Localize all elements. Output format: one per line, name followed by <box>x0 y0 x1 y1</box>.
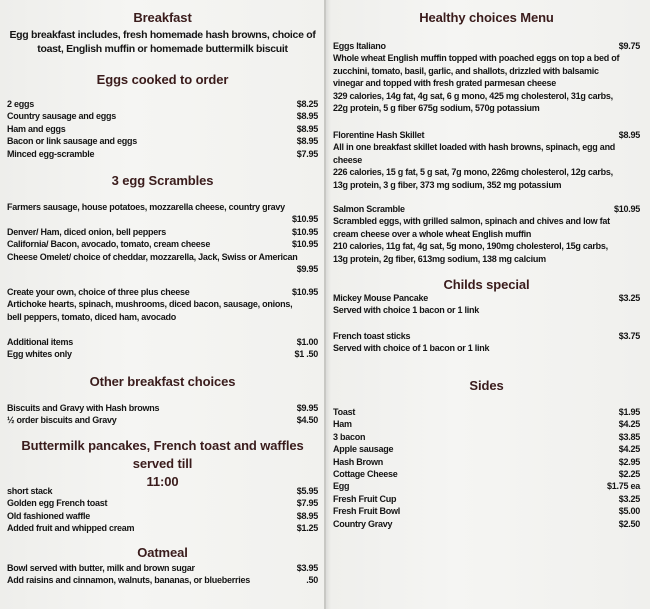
menu-item <box>333 406 640 418</box>
item-price: $8.95 <box>296 510 318 521</box>
dish-name: Eggs Italiano <box>333 41 386 51</box>
sides-list <box>333 406 640 530</box>
item-name: Hash Brown <box>333 456 384 467</box>
dish-header <box>333 40 640 52</box>
extras-list <box>7 336 318 361</box>
intro-line: Egg breakfast includes, fresh homemade hash browns, choice of <box>9 29 316 41</box>
item-name: Ham <box>333 419 352 430</box>
dish-name: Mickey Mouse Pancake <box>333 293 429 303</box>
menu-item <box>333 431 640 443</box>
item-price: .50 <box>306 575 318 586</box>
item-name: Ham and eggs <box>7 123 66 134</box>
menu-item <box>7 497 318 509</box>
menu-item <box>7 110 318 122</box>
scrambles-list <box>7 201 318 275</box>
item-name: Egg whites only <box>7 349 72 360</box>
item-name: Toast <box>333 407 356 417</box>
eggs-list <box>7 98 318 160</box>
item-name: Country sausage and eggs <box>7 111 117 122</box>
item-name: Additional items <box>7 337 74 347</box>
pancake-title <box>7 437 318 491</box>
item-price: $10.95 <box>291 214 318 225</box>
dish-description-line: Served with choice 1 bacon or 1 link <box>333 305 480 316</box>
item-name: Fresh Fruit Bowl <box>333 506 401 517</box>
item-name: Bacon or link sausage and eggs <box>7 136 138 147</box>
sides-title: Sides <box>469 378 504 393</box>
dish-description-line: 226 calories, 15 g fat, 5 g sat, 7g mono, 226mg cholesterol, 12g carbs, <box>333 167 613 178</box>
menu-item <box>7 510 318 522</box>
dish-price: $9.75 <box>618 41 640 51</box>
menu-item <box>7 135 318 147</box>
item-price: $3.85 <box>618 431 640 442</box>
menu-item <box>333 456 640 468</box>
pancake-list <box>7 485 318 535</box>
menu-item <box>333 505 640 517</box>
menu-item <box>333 443 640 455</box>
dish-description-line: 22g protein, 5 g fiber 675g sodium, 570g potassium <box>333 103 540 114</box>
pancake-title-line: Buttermilk pancakes, French toast and waffles served till <box>21 438 304 471</box>
item-price: $8.25 <box>296 99 318 109</box>
dish-description-line: All in one breakfast skillet loaded with hash browns, spinach, egg and <box>333 142 616 153</box>
item-price: $2.25 <box>618 469 640 480</box>
create-desc-line: bell peppers, tomato, diced ham, avocado <box>7 311 177 322</box>
dish-name: Salmon Scramble <box>333 204 405 214</box>
menu-page-right <box>325 0 650 609</box>
menu-item <box>7 402 318 414</box>
oatmeal-list <box>7 562 318 587</box>
menu-item <box>7 562 318 574</box>
dish-description-line: 13g protein, 3 g fiber, 373 mg sodium, 352 mg potassium <box>333 179 562 190</box>
create-desc-line: Artichoke hearts, spinach, mushrooms, diced bacon, sausage, onions, <box>7 299 293 310</box>
item-price: $1.95 <box>618 407 640 417</box>
item-name: Cheese Omelet/ choice of cheddar, mozzarella, Jack, Swiss or American <box>7 251 298 262</box>
dish-salmon <box>333 203 640 265</box>
page-fold <box>324 0 326 609</box>
item-price: $8.95 <box>296 111 318 122</box>
menu-item <box>7 123 318 135</box>
menu-item <box>333 493 640 505</box>
dish-description-line: 13g protein, 2g fiber, 613mg sodium, 138 mg calcium <box>333 253 546 264</box>
item-name: Added fruit and whipped cream <box>7 523 135 534</box>
dish-french-toast-sticks <box>333 330 640 355</box>
item-name: Add raisins and cinnamon, walnuts, bananas, or blueberries <box>7 575 251 586</box>
dish-eggs-italiano <box>333 40 640 114</box>
breakfast-title: Breakfast <box>133 10 192 25</box>
item-name: Apple sausage <box>333 444 394 455</box>
dish-name: French toast sticks <box>333 331 411 341</box>
menu-item <box>333 418 640 430</box>
item-name: Cottage Cheese <box>333 469 398 480</box>
intro-line: toast, English muffin or homemade buttermilk biscuit <box>37 43 288 55</box>
dish-price: $8.95 <box>618 130 640 140</box>
item-name: Biscuits and Gravy with Hash browns <box>7 403 160 413</box>
menu-item <box>7 226 318 238</box>
item-price: $4.25 <box>618 444 640 455</box>
menu-item <box>7 98 318 110</box>
item-name: short stack <box>7 486 53 496</box>
dish-description-line: zucchini, tomato, basil, garlic, and shallots, drizzled with balsamic <box>333 65 599 76</box>
item-price: $2.95 <box>618 456 640 467</box>
item-price: $3.25 <box>618 493 640 504</box>
item-name: Create your own, choice of three plus cheese <box>7 287 190 297</box>
item-name: 3 bacon <box>333 431 366 442</box>
dish-description-line: Served with choice of 1 bacon or 1 link <box>333 343 490 354</box>
item-price: $2.50 <box>618 518 640 529</box>
dish-price: $3.75 <box>618 331 640 341</box>
menu-item <box>7 148 318 160</box>
menu-item <box>333 468 640 480</box>
dish-name: Florentine Hash Skillet <box>333 130 425 140</box>
item-price: $1.25 <box>296 523 318 534</box>
item-price: $9.95 <box>296 264 318 275</box>
dish-description-line: Whole wheat English muffin topped with poached eggs on top a bed of <box>333 53 620 64</box>
other-title: Other breakfast choices <box>89 374 236 389</box>
eggs-title: Eggs cooked to order <box>96 72 229 87</box>
menu-item <box>7 348 318 360</box>
dish-description-line: Scrambled eggs, with grilled salmon, spinach and chives and low fat <box>333 216 610 227</box>
menu-item <box>7 522 318 534</box>
item-name: Egg <box>333 481 350 492</box>
item-name: Golden egg French toast <box>7 498 108 509</box>
item-name: Denver/ Ham, diced onion, bell peppers <box>7 226 167 237</box>
item-price: $10.95 <box>291 226 318 237</box>
menu-item <box>7 238 318 250</box>
dish-florentine <box>333 129 640 191</box>
item-price: $5.95 <box>296 486 318 496</box>
item-price: $7.95 <box>296 498 318 509</box>
item-price: $5.00 <box>618 506 640 517</box>
item-name: Country Gravy <box>333 518 393 529</box>
dish-header <box>333 330 640 342</box>
other-list <box>7 402 318 427</box>
menu-item <box>333 518 640 530</box>
item-price: $8.95 <box>296 136 318 147</box>
dish-description-line: cheese <box>333 154 363 165</box>
menu-item <box>7 414 318 426</box>
dish-description-line: vinegar and topped with fresh grated parmesan cheese <box>333 78 557 89</box>
item-name: ½ order biscuits and Gravy <box>7 415 117 426</box>
oatmeal-title: Oatmeal <box>137 545 188 560</box>
scrambles-title: 3 egg Scrambles <box>111 173 214 188</box>
dish-price: $10.95 <box>613 204 640 214</box>
item-price: $1 .50 <box>294 349 318 360</box>
menu-item <box>7 336 318 348</box>
menu-item <box>333 480 640 492</box>
dish-header <box>333 292 640 304</box>
dish-description-line: cream cheese over a whole wheat English muffin <box>333 228 532 239</box>
menu-item <box>7 485 318 497</box>
item-price: $10.95 <box>291 239 318 250</box>
menu-item <box>7 286 318 298</box>
item-price: $4.50 <box>296 415 318 426</box>
create-your-own <box>7 286 318 323</box>
item-price: $7.95 <box>296 148 318 159</box>
item-price: $3.95 <box>296 563 318 573</box>
dish-price: $3.25 <box>618 293 640 303</box>
menu-item <box>7 201 318 226</box>
item-name: Bowl served with butter, milk and brown sugar <box>7 563 195 573</box>
dish-header <box>333 129 640 141</box>
item-price: $4.25 <box>618 419 640 430</box>
item-name: 2 eggs <box>7 99 35 109</box>
item-name: Fresh Fruit Cup <box>333 493 397 504</box>
dish-header <box>333 203 640 215</box>
dish-mickey <box>333 292 640 317</box>
menu-item <box>7 574 318 586</box>
item-price: $10.95 <box>291 287 318 297</box>
item-price: $1.75 ea <box>606 481 640 492</box>
healthy-title: Healthy choices Menu <box>419 10 554 25</box>
dish-description-line: 210 calories, 11g fat, 4g sat, 5g mono, 190mg cholesterol, 15g carbs, <box>333 241 608 252</box>
pancake-title-line: 11:00 <box>146 474 179 489</box>
item-name: Old fashioned waffle <box>7 510 91 521</box>
create-list <box>7 286 318 298</box>
breakfast-intro <box>7 28 318 56</box>
childs-title: Childs special <box>443 277 530 292</box>
item-price: $8.95 <box>296 123 318 134</box>
dish-description-line: 329 calories, 14g fat, 4g sat, 6 g mono, 425 mg cholesterol, 31g carbs, <box>333 90 613 101</box>
item-price: $9.95 <box>296 403 318 413</box>
item-price: $1.00 <box>296 337 318 347</box>
item-name: Minced egg-scramble <box>7 148 95 159</box>
menu-item <box>7 251 318 276</box>
item-name: Farmers sausage, house potatoes, mozzarella cheese, country gravy <box>7 202 285 212</box>
item-name: California/ Bacon, avocado, tomato, cream cheese <box>7 239 211 250</box>
